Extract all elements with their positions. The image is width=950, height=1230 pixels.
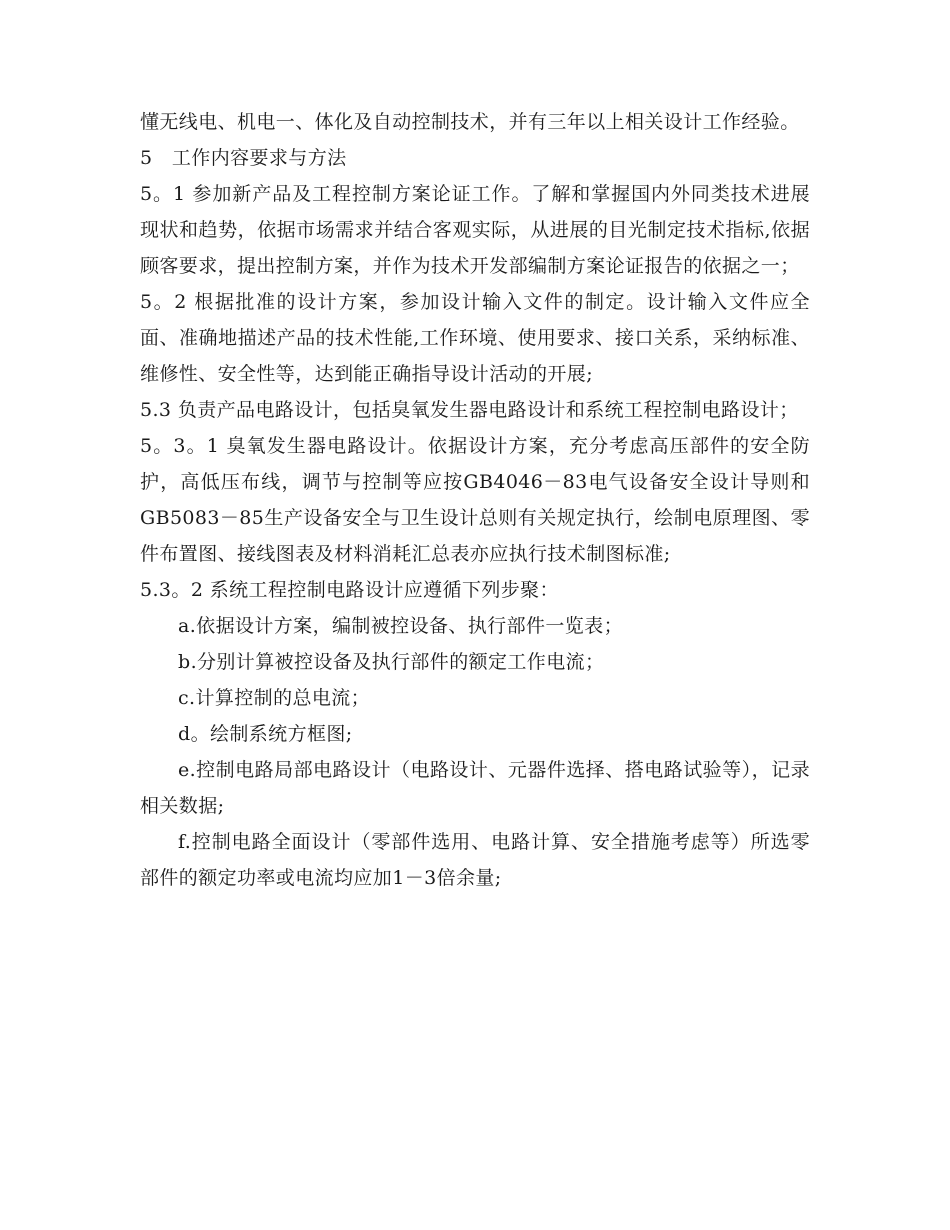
list-item-e: e.控制电路局部电路设计（电路设计、元器件选择、搭电路试验等），记录相关数据; (140, 759, 810, 817)
paragraph-5-2: 5。2 根据批准的设计方案，参加设计输入文件的制定。设计输入文件应全面、准确地描述产品的技术性能,工作环境、使用要求、接口关系，采纳标准、维修性、安全性等，达到能正确指导设计活动的开展; (140, 291, 810, 385)
list-item-a: a.依据设计方案，编制被控设备、执行部件一览表； (178, 615, 623, 637)
paragraph-5-3: 5.3 负责产品电路设计，包括臭氧发生器电路设计和系统工程控制电路设计； (140, 399, 799, 421)
list-item-c: c.计算控制的总电流； (178, 687, 371, 709)
document-page (140, 104, 810, 896)
list-item-d: d。绘制系统方框图; (178, 723, 353, 745)
paragraph-5-1: 5。1 参加新产品及工程控制方案论证工作。了解和掌握国内外同类技术进展现状和趋势，依据市场需求并结合客观实际，从进展的目光制定技术指标,依据顾客要求，提出控制方案，并作为技术开发部编制方案论证报告的依据之一； (140, 183, 810, 277)
list-item-f: f.控制电路全面设计（零部件选用、电路计算、安全措施考虑等）所选零部件的额定功率或电流均应加1－3倍余量; (140, 831, 810, 889)
section-heading-5: 5 工作内容要求与方法 (140, 147, 347, 169)
paragraph-intro-continuation: 懂无线电、机电一、体化及自动控制技术，并有三年以上相关设计工作经验。 (140, 111, 800, 133)
paragraph-5-3-2: 5.3。2 系统工程控制电路设计应遵循下列步聚： (140, 579, 559, 601)
list-item-b: b.分别计算被控设备及执行部件的额定工作电流； (178, 651, 605, 673)
paragraph-5-3-1: 5。3。1 臭氧发生器电路设计。依据设计方案，充分考虑高压部件的安全防护，高低压布线，调节与控制等应按GB4046－83电气设备安全设计导则和GB5083－85生产设备安全与卫生设计总则有关规定执行，绘制电原理图、零件布置图、接线图表及材料消耗汇总表亦应执行技术制图标准; (140, 435, 810, 565)
